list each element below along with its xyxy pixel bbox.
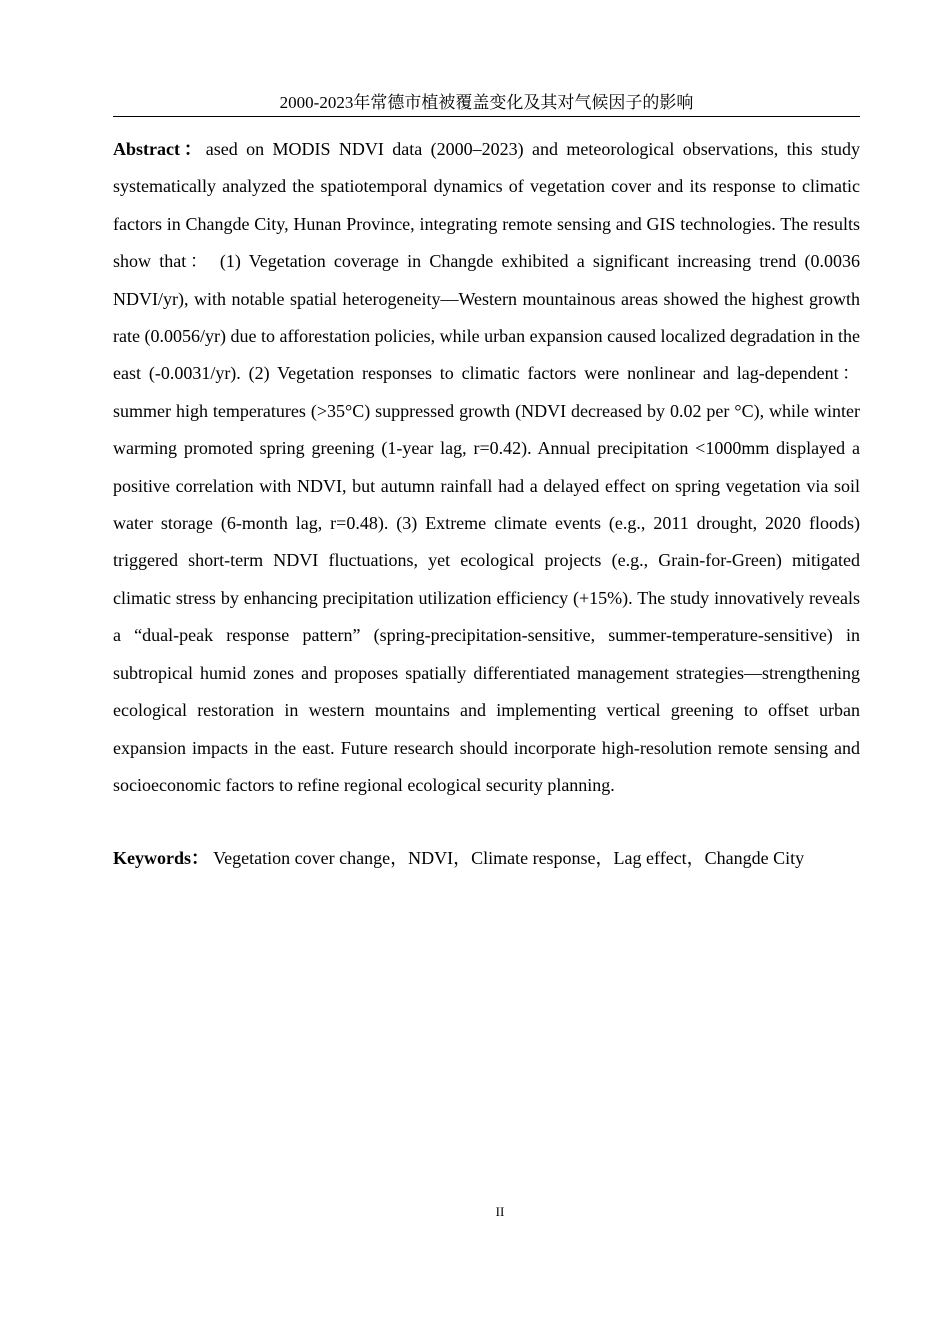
abstract-label: Abstract： [113,139,206,159]
keywords-label: Keywords： [113,848,209,868]
keywords-text: Vegetation cover change，NDVI，Climate response，Lag effect，Changde City [209,848,805,868]
header-title: 2000-2023年常德市植被覆盖变化及其对气候因子的影响 [279,93,694,112]
running-header [113,92,860,117]
abstract-paragraph [113,131,860,804]
abstract-text: ased on MODIS NDVI data (2000–2023) and meteorological observations, this study systematically analyzed the spatiotemporal dynamics of vegetation cover and its response to climatic factors in Changde City, Hunan Province, integrating remote sensing and GIS technologies. The results show that： (1) Vegetation coverage in Changde exhibited a significant increasing trend (0.0036 NDVI/yr), with notable spatial heterogeneity—Western mountainous areas showed the highest growth rate (0.0056/yr) due to afforestation policies, while urban expansion caused localized degradation in the east (-0.0031/yr). (2) Vegetation responses to climatic factors were nonlinear and lag-dependent： summer high temperatures (>35°C) suppressed growth (NDVI decreased by 0.02 per °C), while winter warming promoted spring greening (1-year lag, r=0.42). Annual precipitation <1000mm displayed a positive correlation with NDVI, but autumn rainfall had a delayed effect on spring vegetation via soil water storage (6-month lag, r=0.48). (3) Extreme climate events (e.g., 2011 drought, 2020 floods) triggered short-term NDVI fluctuations, yet ecological projects (e.g., Grain-for-Green) mitigated climatic stress by enhancing precipitation utilization efficiency (+15%). The study innovatively reveals a “dual-peak response pattern” (spring-precipitation-sensitive, summer-temperature-sensitive) in subtropical humid zones and proposes spatially differentiated management strategies—strengthening ecological restoration in western mountains and implementing vertical greening to offset urban expansion impacts in the east. Future research should incorporate high-resolution remote sensing and socioeconomic factors to refine regional ecological security planning. [113,139,860,795]
keywords-line [113,840,873,877]
page-number: II [495,1204,505,1219]
